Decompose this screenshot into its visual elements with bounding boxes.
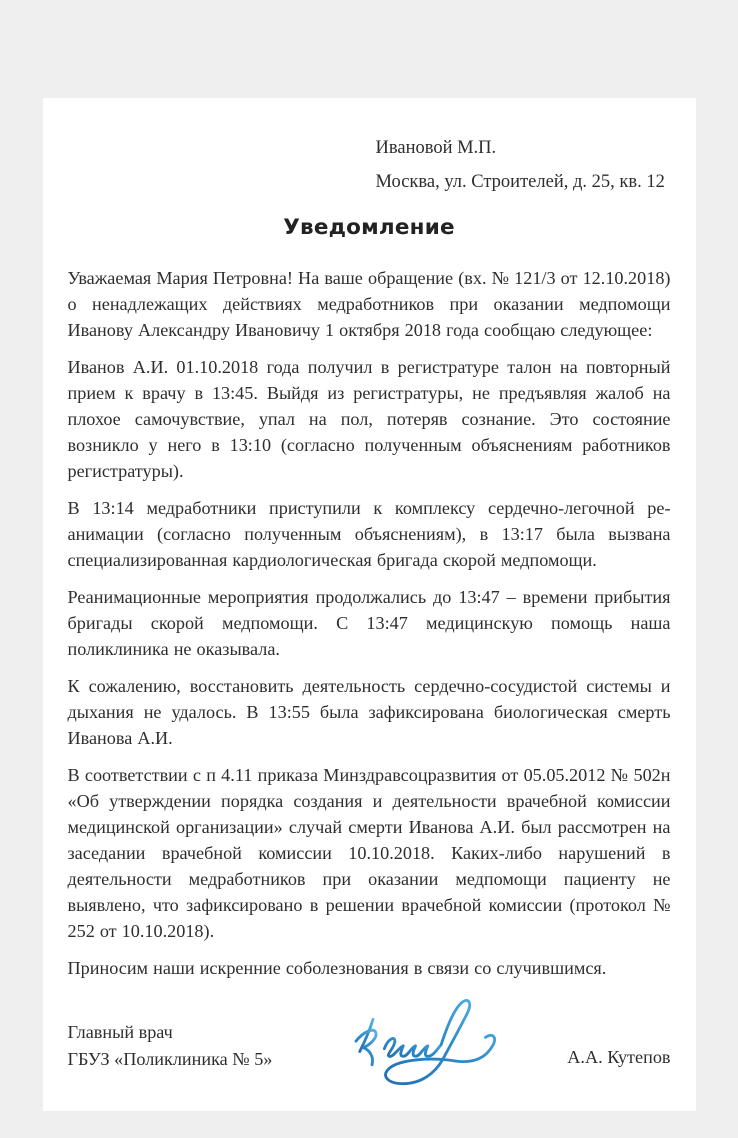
closing-line: Приносим наши искренние соболезнования в связи со случившимся.: [67, 958, 607, 978]
paragraph: Уважаемая Мария Петровна! На ваше обращение (вх. № 121/3 от 12.10.2018) о ненадлежащих действиях медработников при оказании медпомощи Иванову Александру Ивановичу 1 октября 2018 года сообщаю следующее:: [67, 268, 671, 340]
document-body: [68, 265, 671, 981]
signer-position: [68, 1019, 273, 1073]
paragraph: Иванов А.И. 01.10.2018 года получил в регистратуре талон на повторный прием к врачу в 13:45. Выйдя из регистратуры, не предъявляя жалоб на плохое самочувствие, упал на пол, потеряв сознание. Это состояние возникло у него в 13:10 (согласно полученным объяснениям работников регистратуры).: [67, 357, 671, 481]
paragraph: В 13:14 медработники приступили к комплексу сердечно-легочной реанимации (согласно полученным объяснениям), в 13:17 была вызвана специализированная кардиологическая бригада скорой медпомощи.: [67, 498, 671, 570]
paragraph: В соответствии с п 4.11 приказа Минздравсоцразвития от 05.05.2012 № 502н «Об утверждении порядка создания и деятельности врачебной комиссии медицинской организации» случай смерти Иванова А.И. был рассмотрен на заседании врачебной комиссии 10.10.2018. Каких-либо нарушений в деятельности медработников при оказании медпомощи пациенту не выявлено, что зафиксировано в решении врачебной комиссии (протокол № 252 от 10.10.2018).: [67, 765, 671, 941]
document-page: [43, 98, 696, 1111]
handwritten-signature-icon: [340, 991, 510, 1095]
signature-block: [68, 991, 671, 1073]
recipient-block: [376, 131, 671, 199]
paragraph: К сожалению, восстановить деятельность сердечно-сосудистой системы и дыхания не удалось. В 13:55 была зафиксирована биологическая смерть Иванова А.И.: [67, 676, 671, 748]
signer-name: А.А. Кутепов: [567, 1047, 671, 1067]
paragraph: Реанимационные мероприятия продолжались до 13:47 – времени прибытия бригады скорой медпомощи. С 13:47 медицинскую помощь наша поликлиника не оказывала.: [67, 587, 671, 659]
recipient-name: Ивановой М.П.: [375, 138, 497, 158]
signer-position-title: Главный врач: [67, 1022, 173, 1042]
signer-organization: ГБУЗ «Поликлиника № 5»: [67, 1049, 273, 1069]
recipient-address: Москва, ул. Строителей, д. 25, кв. 12: [375, 172, 665, 192]
document-title: Уведомление: [283, 215, 455, 240]
